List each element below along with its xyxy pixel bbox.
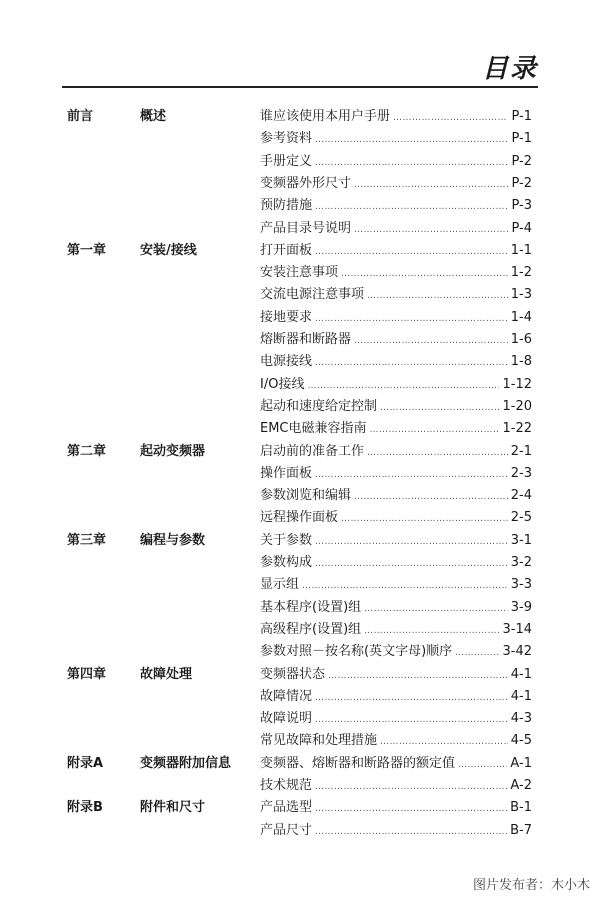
- section-number: 前言: [67, 109, 94, 124]
- toc-page-number: 1-20: [502, 398, 532, 414]
- section-number: 第三章: [67, 532, 107, 548]
- toc-entry-title: 产品尺寸: [260, 822, 313, 838]
- dot-leader: [364, 620, 499, 642]
- section-title: 故障处理: [140, 666, 193, 682]
- toc-entry[interactable]: [260, 307, 532, 330]
- header-divider: [62, 86, 538, 88]
- toc-row: [0, 240, 600, 262]
- toc-entry-title: 预防措施: [260, 198, 313, 214]
- toc-entry-title: 关于参数: [260, 532, 313, 548]
- dot-leader: [315, 352, 508, 374]
- toc-entry-title: 产品目录号说明: [260, 220, 352, 236]
- dot-leader: [354, 486, 508, 508]
- dot-leader: [380, 731, 508, 753]
- toc-entry[interactable]: [260, 151, 532, 174]
- dot-leader: [315, 553, 508, 575]
- toc-entry-title: 常见故障和处理措施: [260, 733, 378, 749]
- toc-entry-title: 安装注意事项: [260, 265, 339, 281]
- toc-entry[interactable]: [260, 485, 532, 508]
- toc-page-number: 3-42: [502, 644, 532, 660]
- toc-entry-title: 参数对照－按名称(英文字母)顺序: [260, 644, 453, 660]
- toc-row: [0, 396, 600, 418]
- toc-entry[interactable]: [260, 128, 532, 151]
- toc-entry[interactable]: [260, 173, 532, 196]
- toc-entry-title: 变频器状态: [260, 666, 326, 682]
- toc-entry-title: 接地要求: [260, 309, 313, 325]
- dot-leader: [315, 152, 508, 174]
- toc-page-number: 4-5: [510, 733, 532, 749]
- toc-row: [0, 195, 600, 217]
- toc-entry[interactable]: [260, 664, 532, 687]
- toc-entry[interactable]: [260, 351, 532, 374]
- toc-row: [0, 173, 600, 195]
- toc-row: [0, 329, 600, 351]
- toc-page-number: 4-3: [510, 711, 532, 727]
- toc-entry[interactable]: [260, 775, 532, 798]
- section-title: 概述: [140, 109, 167, 124]
- toc-row: [0, 597, 600, 619]
- section-title: 附件和尺寸: [140, 800, 206, 816]
- toc-row: [0, 284, 600, 306]
- toc-row: [0, 441, 600, 463]
- dot-leader: [367, 285, 508, 307]
- toc-entry[interactable]: [260, 686, 532, 709]
- toc-row: [0, 485, 600, 507]
- section-title: 安装/接线: [140, 242, 197, 258]
- toc-entry[interactable]: [260, 507, 532, 530]
- dot-leader: [315, 129, 508, 151]
- section-title: 起动变频器: [140, 443, 206, 459]
- dot-leader: [315, 241, 508, 263]
- dot-leader: [315, 798, 507, 820]
- dot-leader: [315, 776, 507, 798]
- toc-page-number: 2-4: [510, 488, 532, 504]
- toc-page-number: 4-1: [510, 666, 532, 682]
- toc-entry-title: 高级程序(设置)组: [260, 621, 362, 637]
- toc-row: [0, 374, 600, 396]
- toc-page-number: 3-9: [510, 599, 532, 615]
- toc-entry-title: 显示组: [260, 577, 300, 593]
- toc-page-number: 3-14: [502, 621, 532, 637]
- toc-page-number: 2-1: [510, 443, 532, 459]
- dot-leader: [367, 442, 508, 464]
- toc-entry-title: 起动和速度给定控制: [260, 398, 378, 414]
- section-number: 附录B: [67, 800, 103, 816]
- toc-page-number: 3-3: [510, 577, 532, 593]
- toc-row: [0, 418, 600, 440]
- toc-page-number: 1-1: [510, 242, 532, 258]
- toc-entry-title: 变频器、熔断器和断路器的额定值: [260, 755, 456, 771]
- toc-row: [0, 753, 600, 775]
- toc-row: [0, 619, 600, 641]
- toc-entry[interactable]: [260, 552, 532, 575]
- dot-leader: [354, 330, 508, 352]
- toc-entry[interactable]: [260, 106, 532, 129]
- publisher-credit: 图片发布者：木小木: [472, 878, 590, 893]
- toc-row: [0, 106, 600, 128]
- dot-leader: [328, 665, 508, 687]
- toc-row: [0, 507, 600, 529]
- toc-entry-title: I/O接线: [260, 376, 305, 392]
- dot-leader: [393, 107, 508, 129]
- toc-entry[interactable]: [260, 418, 532, 441]
- toc-entry-title: EMC电磁兼容指南: [260, 421, 367, 437]
- dot-leader: [302, 575, 508, 597]
- toc-row: [0, 128, 600, 150]
- toc-entry-title: 远程操作面板: [260, 510, 339, 526]
- toc-row: [0, 351, 600, 373]
- toc-page-number: P-4: [511, 220, 532, 236]
- toc-row: [0, 730, 600, 752]
- toc-page-number: 1-6: [510, 332, 532, 347]
- dot-leader: [364, 598, 508, 620]
- section-title: 变频器附加信息: [140, 755, 232, 771]
- toc-row: [0, 463, 600, 485]
- dot-leader: [341, 508, 508, 530]
- dot-leader: [315, 308, 508, 330]
- toc-entry[interactable]: [260, 441, 532, 464]
- toc-entry-title: 参考资料: [260, 131, 313, 147]
- toc-page-number: P-1: [511, 109, 532, 124]
- toc-row: [0, 641, 600, 663]
- toc-page-number: P-3: [511, 198, 532, 214]
- toc-entry[interactable]: [260, 240, 532, 263]
- page-title: 目录: [481, 54, 538, 84]
- toc-entry[interactable]: [260, 284, 532, 307]
- toc-entry[interactable]: [260, 597, 532, 620]
- dot-leader: [380, 397, 499, 419]
- toc-row: [0, 262, 600, 284]
- toc-page-number: 3-1: [510, 532, 532, 548]
- toc-entry[interactable]: [260, 329, 532, 352]
- toc-entry-title: 手册定义: [260, 153, 313, 169]
- section-number: 附录A: [67, 755, 104, 771]
- toc-entry[interactable]: [260, 574, 532, 597]
- toc-page-number: P-2: [511, 175, 532, 191]
- toc-entry[interactable]: [260, 820, 532, 843]
- toc-page-number: 1-3: [510, 287, 532, 303]
- toc-page-number: 4-1: [510, 688, 532, 704]
- toc-entry[interactable]: [260, 195, 532, 218]
- toc-entry-title: 交流电源注意事项: [260, 287, 365, 303]
- dot-leader: [458, 754, 507, 776]
- toc-entry[interactable]: [260, 619, 532, 642]
- toc-row: [0, 686, 600, 708]
- toc-entry-title: 启动前的准备工作: [260, 443, 365, 459]
- toc-entry-title: 打开面板: [260, 242, 313, 258]
- dot-leader: [354, 219, 508, 241]
- section-number: 第四章: [67, 666, 107, 682]
- toc-row: [0, 307, 600, 329]
- toc-page-number: B-1: [510, 800, 532, 816]
- toc-entry[interactable]: [260, 530, 532, 553]
- toc-page-number: P-2: [511, 153, 532, 169]
- toc-page-number: 1-8: [510, 354, 532, 370]
- toc-entry-title: 故障情况: [260, 688, 313, 704]
- dot-leader: [315, 196, 508, 218]
- dot-leader: [370, 419, 500, 441]
- toc-page-number: A-1: [510, 755, 532, 771]
- toc-page-number: 1-2: [510, 265, 532, 281]
- toc-page-number: 2-3: [510, 465, 532, 481]
- dot-leader: [354, 174, 508, 196]
- toc-page-number: P-1: [511, 131, 532, 147]
- toc-entry[interactable]: [260, 463, 532, 486]
- toc-row: [0, 151, 600, 173]
- toc-entry[interactable]: [260, 753, 532, 776]
- toc-entry[interactable]: [260, 396, 532, 419]
- toc-row: [0, 797, 600, 819]
- toc-entry-title: 技术规范: [260, 778, 313, 793]
- toc-row: [0, 574, 600, 596]
- toc-entry[interactable]: [260, 797, 532, 820]
- toc-entry-title: 熔断器和断路器: [260, 332, 352, 347]
- dot-leader: [455, 642, 499, 664]
- dot-leader: [315, 531, 508, 553]
- toc-page-number: A-2: [510, 778, 532, 793]
- toc-entry-title: 变频器外形尺寸: [260, 175, 352, 191]
- toc-entry-title: 谁应该使用本用户手册: [260, 109, 391, 124]
- toc-entry[interactable]: [260, 708, 532, 731]
- section-title: 编程与参数: [140, 532, 206, 548]
- toc-page-number: B-7: [510, 822, 532, 838]
- toc-entry-title: 基本程序(设置)组: [260, 599, 362, 615]
- toc-entry-title: 故障说明: [260, 711, 313, 727]
- toc-entry-title: 电源接线: [260, 354, 313, 370]
- toc-entry[interactable]: [260, 641, 532, 664]
- section-number: 第一章: [67, 242, 107, 258]
- toc-page-number: 1-4: [510, 309, 532, 325]
- toc-entry[interactable]: [260, 262, 532, 285]
- toc-entry-title: 参数浏览和编辑: [260, 488, 352, 504]
- toc-row: [0, 664, 600, 686]
- dot-leader: [307, 375, 499, 397]
- toc-page-number: 1-22: [502, 421, 532, 437]
- toc-entry[interactable]: [260, 730, 532, 753]
- toc-entry-title: 产品选型: [260, 800, 313, 816]
- toc-page-number: 2-5: [510, 510, 532, 526]
- section-number: 第二章: [67, 443, 107, 459]
- dot-leader: [315, 464, 508, 486]
- toc-row: [0, 708, 600, 730]
- toc-row: [0, 820, 600, 842]
- toc-row: [0, 775, 600, 797]
- dot-leader: [315, 687, 508, 709]
- dot-leader: [315, 821, 507, 843]
- dot-leader: [315, 709, 508, 731]
- toc-entry-title: 参数构成: [260, 555, 313, 570]
- toc-page-number: 1-12: [502, 376, 532, 392]
- toc-entry-title: 操作面板: [260, 465, 313, 481]
- toc-row: [0, 218, 600, 240]
- toc-entry[interactable]: [260, 374, 532, 397]
- toc-entry[interactable]: [260, 218, 532, 241]
- dot-leader: [341, 263, 508, 285]
- toc-row: [0, 552, 600, 574]
- toc-page-number: 3-2: [510, 555, 532, 570]
- toc-row: [0, 530, 600, 552]
